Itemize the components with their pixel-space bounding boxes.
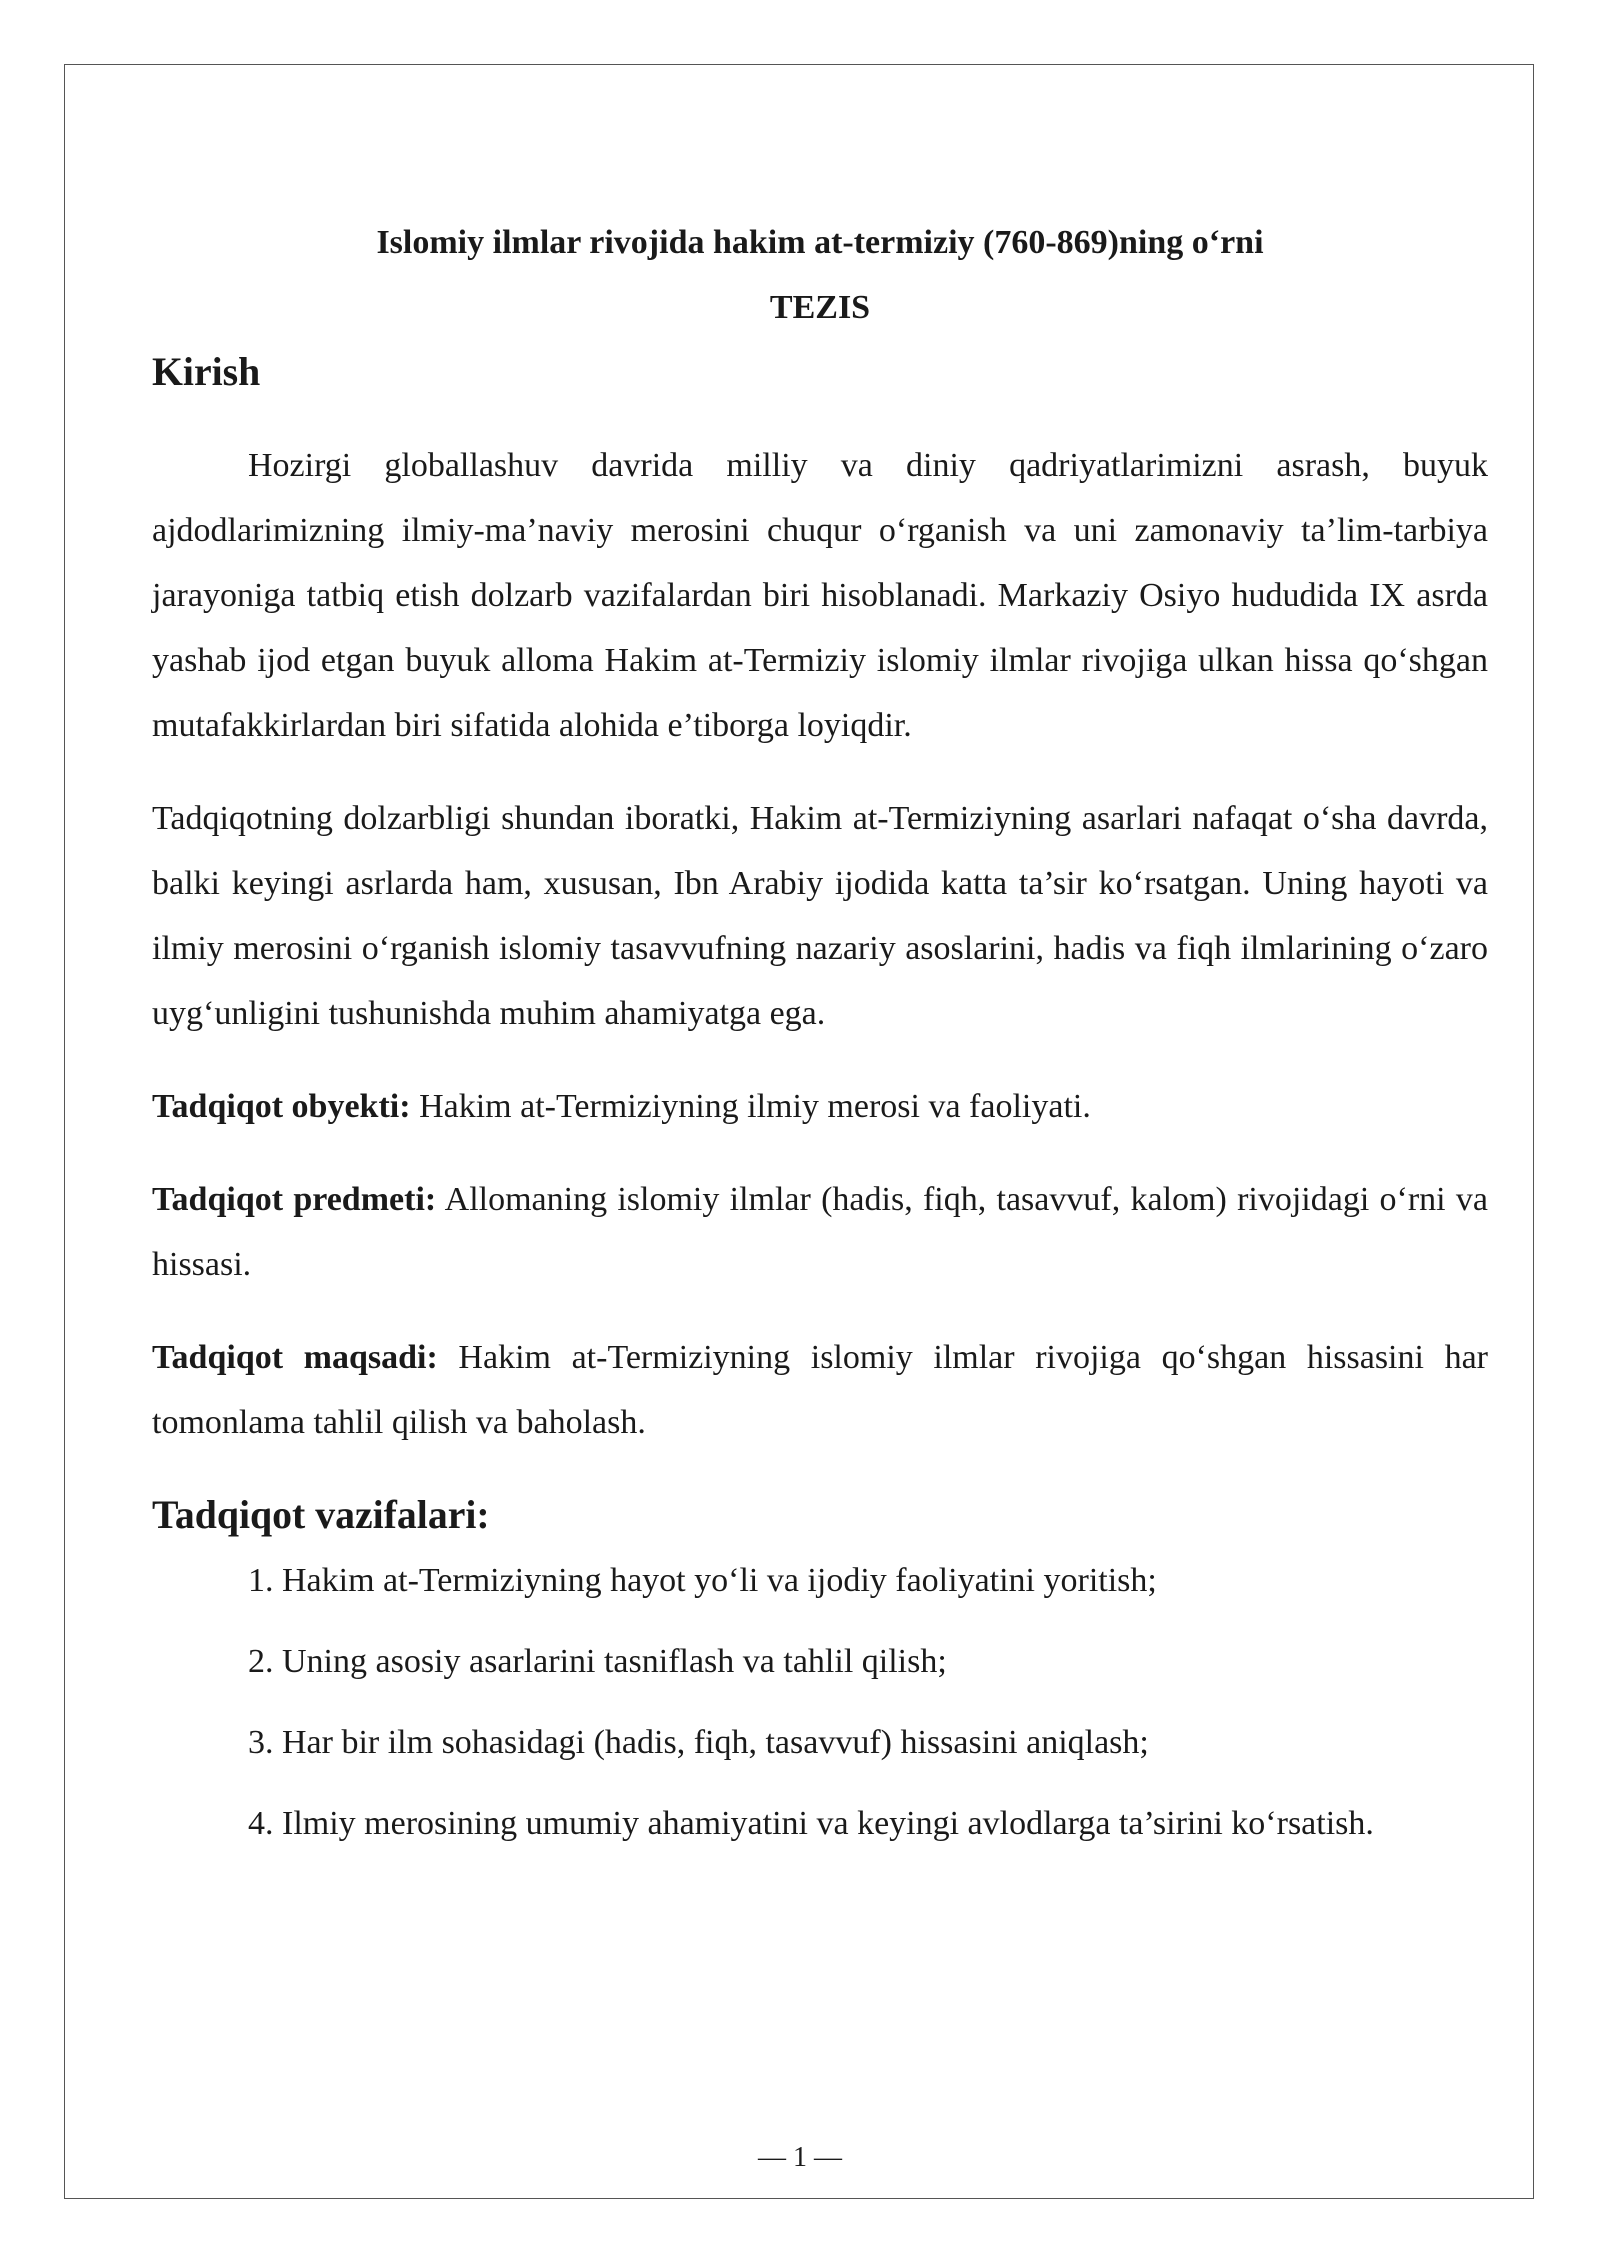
research-object [152,1074,1488,1139]
research-goal [152,1325,1488,1455]
research-goal-label: Tadqiqot maqsadi: [152,1339,438,1376]
document-subtitle: TEZIS [769,289,871,326]
research-object-label: Tadqiqot obyekti: [152,1088,411,1125]
research-subject-text: Allomaning islomiy ilmlar (hadis, fiqh, tasavvuf, kalom) rivojidagi o‘rni va hissasi. [152,1181,1488,1283]
list-item: 3. Har bir ilm sohasidagi (hadis, fiqh, tasavvuf) hissasini aniqlash; [248,1724,1149,1761]
research-goal-text: Hakim at-Termiziyning islomiy ilmlar rivojiga qo‘shgan hissasini har tomonlama tahlil qilish va baholash. [152,1339,1488,1441]
list-item: 1. Hakim at-Termiziyning hayot yo‘li va ijodiy faoliyatini yoritish; [248,1562,1157,1599]
page-number: — 1 — [758,2142,842,2173]
intro-heading: Kirish [152,350,261,394]
research-subject [152,1167,1488,1297]
research-object-text: Hakim at-Termiziyning ilmiy merosi va faoliyati. [410,1088,1091,1125]
list-item: 2. Uning asosiy asarlarini tasniflash va tahlil qilish; [248,1643,947,1680]
intro-paragraph: Hozirgi globallashuv davrida milliy va diniy qadriyatlarimizni asrash, buyuk ajdodlarimizning ilmiy-ma’naviy merosini chuqur o‘rganish va uni zamonaviy ta’lim-tarbiya jarayoniga tatbiq etish dolzarb vazifalardan biri hisoblanadi. Markaziy Osiyo hududida IX asrda yashab ijod etgan buyuk alloma Hakim at-Termiziy islomiy ilmlar rivojiga ulkan hissa qo‘shgan mutafakkirlardan biri sifatida alohida e’tiborga loyiqdir. [152,447,1488,744]
document-body [152,210,1488,1856]
tasks-heading: Tadqiqot vazifalari: [152,1493,490,1537]
research-subject-label: Tadqiqot predmeti: [152,1181,437,1218]
list-item: 4. Ilmiy merosining umumiy ahamiyatini va keyingi avlodlarga ta’sirini ko‘rsatish. [248,1805,1374,1842]
document-title: Islomiy ilmlar rivojida hakim at-termiziy (760-869)ning o‘rni [376,224,1264,261]
relevance-paragraph: Tadqiqotning dolzarbligi shundan iboratki, Hakim at-Termiziyning asarlari nafaqat o‘sha davrda, balki keyingi asrlarda ham, xususan, Ibn Arabiy ijodida katta ta’sir ko‘rsatgan. Uning hayoti va ilmiy merosini o‘rganish islomiy tasavvufning nazariy asoslarini, hadis va fiqh ilmlarining o‘zaro uyg‘unligini tushunishda muhim ahamiyatga ega. [152,800,1488,1032]
tasks-list [152,1548,1488,1856]
